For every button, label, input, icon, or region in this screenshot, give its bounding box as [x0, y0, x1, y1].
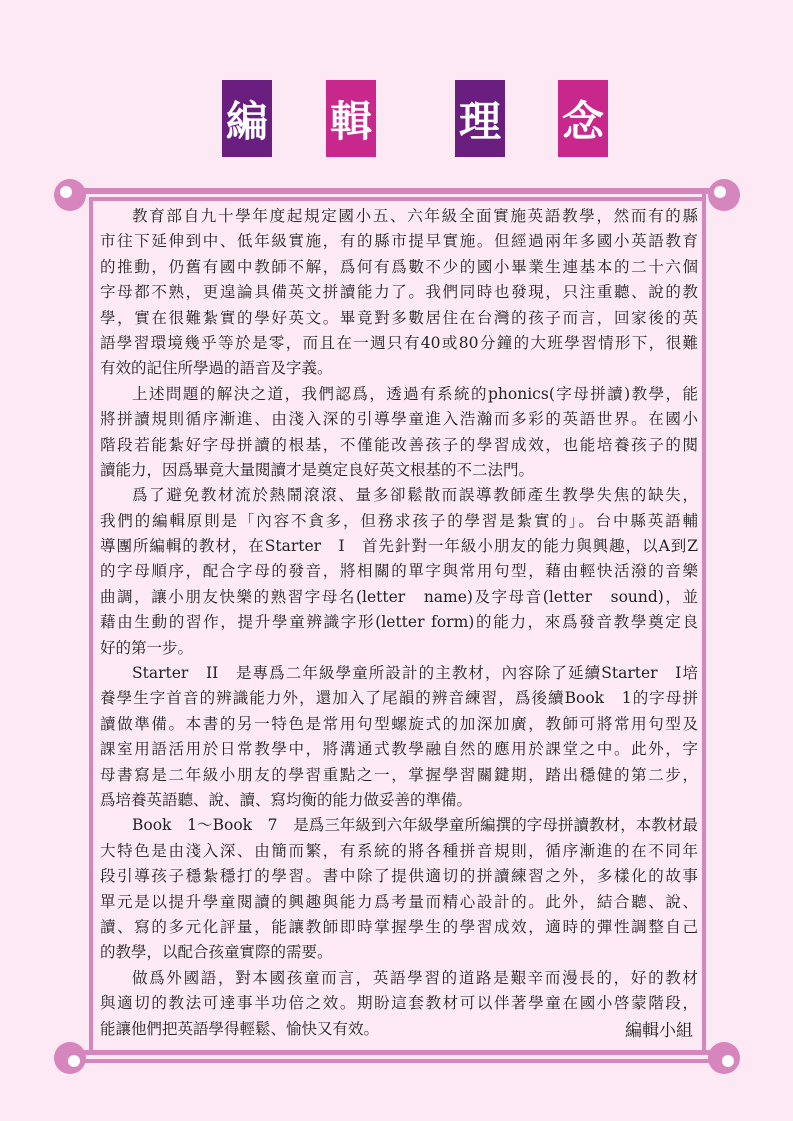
- text-line: 有效的記住所學過的語音及字義。: [100, 359, 333, 378]
- signature: 編輯小組: [625, 1021, 693, 1041]
- text-line: 做爲外國語，對本國孩童而言，英語學習的道路是艱辛而漫長的，好的教材: [132, 968, 698, 987]
- text-line: 學，實在很難紮實的學好英文。畢竟對多數居住在台灣的孩子而言，回家後的英: [100, 308, 698, 327]
- text-line: 語學習環境幾乎等於是零，而且在一週只有40或80分鐘的大班學習情形下，很難: [100, 333, 698, 352]
- text-line: 的字母順序，配合字母的發音，將相關的單字與常用句型，藉由輕快活潑的音樂: [100, 562, 698, 581]
- text-line: Starter II 是專爲二年級學童所設計的主教材，內容除了延續Starter I培: [132, 664, 698, 683]
- text-line: 的推動，仍舊有國中教師不解，爲何有爲數不少的國小畢業生連基本的二十六個: [100, 257, 698, 276]
- text-line: 讀、寫的多元化評量，能讓教師即時掌握學生的學習成效，適時的彈性調整自己: [100, 917, 698, 936]
- title-char-2: 輯: [326, 80, 376, 157]
- text-line: 教育部自九十學年度起規定國小五、六年級全面實施英語教學，然而有的縣: [132, 207, 698, 225]
- text-line: 字母都不熟，更遑論具備英文拼讀能力了。我們同時也發現，只注重聽、說的教: [100, 283, 698, 302]
- body-text: [100, 204, 698, 1042]
- text-line: 爲了避免教材流於熱鬧滾滾、量多卻鬆散而誤導教師產生教學失焦的缺失，: [132, 486, 698, 505]
- text-line: 我們的編輯原則是「內容不貪多，但務求孩子的學習是紮實的」。台中縣英語輔: [100, 511, 698, 530]
- text-line: 段引導孩子穩紮穩打的學習。書中除了提供適切的拼讀練習之外，多樣化的故事: [100, 867, 698, 886]
- text-line: 的教學，以配合孩童實際的需要。: [100, 943, 333, 962]
- text-line: 市往下延伸到中、低年級實施，有的縣市提早實施。但經過兩年多國小英語教育: [100, 232, 698, 251]
- title-char-3: 理: [455, 80, 505, 157]
- text-line: 藉由生動的習作，提升學童辨識字形(letter form)的能力，來爲發音教學奠定良: [100, 613, 698, 632]
- text-line: 上述問題的解決之道，我們認爲，透過有系統的phonics(字母拼讀)教學，能: [132, 384, 698, 403]
- text-line: 與適切的教法可達事半功倍之效。期盼這套教材可以伴著學童在國小啓蒙階段，: [100, 994, 698, 1013]
- title-char-4: 念: [558, 80, 608, 157]
- text-line: 好的第一步。: [100, 638, 194, 657]
- text-line: 能讓他們把英語學得輕鬆、愉快又有效。: [100, 1019, 380, 1038]
- text-line: 單元是以提升學童閱讀的興趣與能力爲考量而精心設計的。此外，結合聽、說、: [100, 892, 698, 911]
- text-line: 將拼讀規則循序漸進、由淺入深的引導學童進入浩瀚而多彩的英語世界。在國小: [100, 410, 698, 429]
- text-line: 養學生字首音的辨識能力外，還加入了尾韻的辨音練習，爲後續Book 1的字母拼: [100, 689, 698, 708]
- text-line: Book 1～Book 7 是爲三年級到六年級學童所編撰的字母拼讀教材，本教材最: [132, 816, 698, 835]
- text-line: 讀做準備。本書的另一特色是常用句型螺旋式的加深加廣，教師可將常用句型及: [100, 714, 698, 733]
- text-line: 課室用語活用於日常教學中，將溝通式教學融自然的應用於課堂之中。此外，字: [100, 740, 698, 759]
- text-line: 導團所編輯的教材，在Starter I 首先針對一年級小朋友的能力與興趣，以A到Z: [100, 537, 698, 556]
- text-line: 階段若能紮好字母拼讀的根基，不僅能改善孩子的學習成效，也能培養孩子的閱: [100, 435, 698, 454]
- title-char-1: 編: [222, 80, 272, 157]
- text-line: 母書寫是二年級小朋友的學習重點之一，掌握學習關鍵期，踏出穩健的第二步，: [100, 765, 698, 784]
- text-line: 大特色是由淺入深、由簡而繁，有系統的將各種拼音規則，循序漸進的在不同年: [100, 841, 698, 860]
- text-line: 爲培養英語聽、說、讀、寫均衡的能力做妥善的準備。: [100, 790, 473, 809]
- text-line: 讀能力，因爲畢竟大量閱讀才是奠定良好英文根基的不二法門。: [100, 460, 535, 479]
- text-line: 曲調，讓小朋友快樂的熟習字母名(letter name)及字母音(letter sound)，並: [100, 587, 698, 606]
